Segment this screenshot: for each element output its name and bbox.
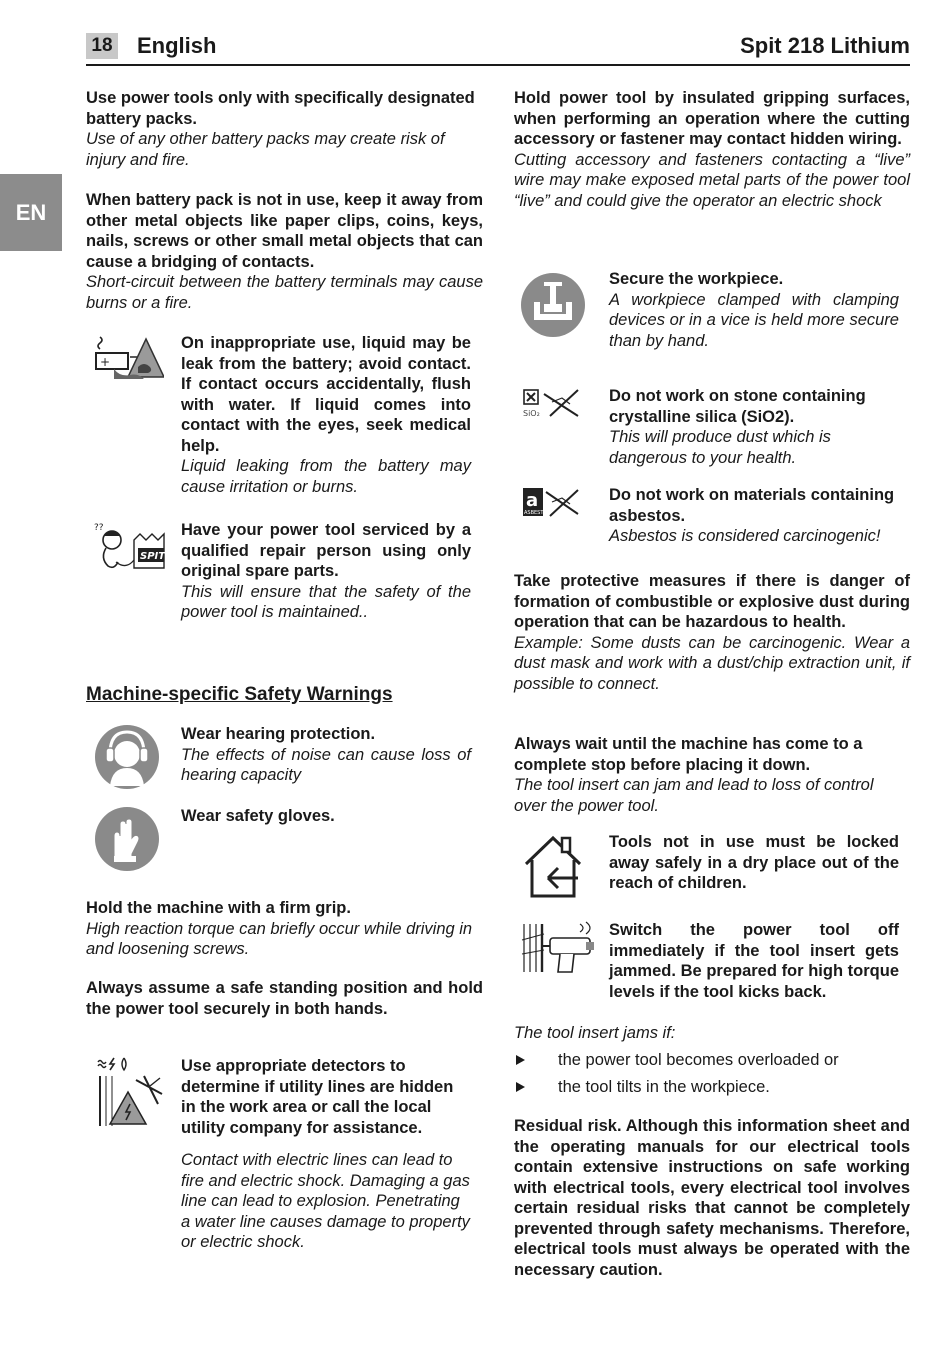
paragraph-heading: Switch the power tool off immediately if the tool insert gets jammed. Be prepared for high torque levels if the tool kicks back. (609, 921, 899, 1001)
paragraph-heading: On inappropriate use, liquid may be leak from the battery; avoid contact. If contact occurs accidentally, flush with water. If liquid comes into contact with the eyes, seek medical help. (181, 334, 471, 455)
svg-text:SiO₂: SiO₂ (523, 409, 540, 418)
paragraph-heading: Wear hearing protection. (181, 725, 376, 743)
paragraph-jam-switch-off (609, 920, 899, 1002)
paragraph-heading: Tools not in use must be locked away safely in a dry place out of the reach of children. (609, 833, 899, 892)
svg-text:+: + (100, 355, 111, 369)
paragraph-note: Short-circuit between the battery terminals may cause burns or a fire. (86, 273, 483, 312)
service-repair-icon (94, 520, 170, 576)
bullet-arrow-icon (516, 1055, 525, 1065)
paragraph-explosive-dust (514, 571, 910, 694)
svg-text:ASBEST: ASBEST (524, 510, 544, 516)
hearing-protection-icon (94, 724, 160, 790)
svg-text:a: a (526, 490, 539, 511)
paragraph-note: Contact with electric lines can lead to fire and electric shock. Damaging a gas line can lead to explosion. Penetrating a water line causes damage to property or electric shock. (181, 1151, 470, 1251)
paragraph-heading: Secure the workpiece. (609, 270, 784, 288)
product-title: Spit 218 Lithium (740, 33, 910, 58)
page-number: 18 (86, 33, 118, 59)
paragraph-heading: Always assume a safe standing position and hold the power tool securely in both hands. (86, 979, 483, 1018)
section-title: Machine-specific Safety Warnings (86, 684, 393, 705)
paragraph-standing-position (86, 978, 483, 1019)
bullet-arrow-icon (516, 1082, 525, 1092)
workpiece-clamp-icon (520, 272, 586, 338)
paragraph-service (181, 520, 471, 623)
paragraph-note: Use of any other battery packs may create risk of injury and fire. (86, 130, 445, 169)
paragraph-residual-risk: Residual risk. Although this information sheet and the operating manuals for our electrical tools contain extensive instructions on safe working with electrical tools, every electrical tool involves certain residual risks that cannot be completely prevented through safety mechanisms. Therefore, electrical tools must always be operated with the necessary caution. (514, 1117, 910, 1279)
paragraph-note: The effects of noise can cause loss of hearing capacity (181, 745, 471, 784)
paragraph-note: High reaction torque can briefly occur while driving in and loosening screws. (86, 919, 473, 958)
paragraph-silica (609, 386, 899, 468)
paragraph-heading: Use power tools only with specifically designated battery packs. (86, 89, 475, 128)
no-asbestos-icon (522, 486, 582, 522)
paragraph-firm-grip (86, 898, 483, 960)
paragraph-heading: Always wait until the machine has come to a complete stop before placing it down. (514, 735, 863, 774)
tool-jam-icon (520, 920, 602, 974)
paragraph-note: This will produce dust which is dangerous to your health. (609, 428, 831, 467)
paragraph-note: A workpiece clamped with clamping devices or in a vice is held more secure than by hand. (609, 290, 899, 350)
paragraph-heading: Have your power tool serviced by a qualified repair person using only original spare parts. (181, 521, 471, 580)
paragraph-heading: Use appropriate detectors to determine if utility lines are hidden in the work area or call the local utility company for assistance. (181, 1057, 454, 1137)
paragraph-note: Cutting accessory and fasteners contacting a “live” wire may make exposed metal parts of the power tool “live” and could give the operator an electric shock (514, 150, 910, 210)
paragraph-gloves (181, 806, 471, 827)
utility-lines-detector-icon (94, 1056, 170, 1126)
paragraph-store-tools (609, 832, 899, 894)
paragraph-note: Example: Some dusts can be carcinogenic. Wear a dust mask and work with a dust/chip extraction unit, if possible to connect. (514, 633, 910, 693)
page-header (86, 30, 910, 66)
paragraph-detectors (181, 1056, 471, 1253)
paragraph-hearing (181, 724, 471, 786)
paragraph-asbestos (609, 485, 899, 547)
jam-intro: The tool insert jams if: (514, 1024, 676, 1042)
paragraph-liquid-leak (181, 333, 471, 497)
paragraph-note: Liquid leaking from the battery may cause irritation or burns. (181, 457, 471, 496)
language-tab: EN (0, 174, 62, 251)
language-title: English (137, 33, 217, 58)
paragraph-secure-workpiece (609, 269, 899, 351)
paragraph-heading: Do not work on stone containing crystalline silica (SiO2). (609, 387, 866, 426)
section-heading (86, 683, 483, 707)
paragraph-heading: Take protective measures if there is danger of formation of combustible or explosive dust during operation that can be hazardous to health. (514, 572, 910, 631)
store-safely-house-icon (522, 834, 584, 898)
paragraph-heading: Hold the machine with a firm grip. (86, 899, 351, 917)
no-silica-icon (522, 386, 582, 422)
paragraph-note: Asbestos is considered carcinogenic! (609, 527, 881, 545)
paragraph-complete-stop (514, 734, 910, 816)
paragraph-heading: Wear safety gloves. (181, 807, 335, 825)
paragraph-battery-packs (86, 88, 483, 170)
battery-leak-warning-icon (94, 333, 164, 383)
paragraph-heading: Hold power tool by insulated gripping surfaces, when performing an operation where the cutting accessory or fastener may contact hidden wiring. (514, 89, 910, 148)
safety-gloves-icon (94, 806, 160, 872)
paragraph-note: The tool insert can jam and lead to loss of control over the power tool. (514, 776, 874, 815)
paragraph-insulated-grip (514, 88, 910, 211)
paragraph-metal-objects (86, 190, 483, 313)
paragraph-note: This will ensure that the safety of the power tool is maintained.. (181, 582, 471, 621)
paragraph-heading: Do not work on materials containing asbestos. (609, 486, 895, 525)
svg-text:??: ?? (94, 523, 104, 533)
paragraph-heading: When battery pack is not in use, keep it away from other metal objects like paper clips, coins, keys, nails, screws or other small metal objects that can cause a bridging of contacts. (86, 191, 483, 271)
svg-text:SPIT: SPIT (140, 551, 166, 562)
